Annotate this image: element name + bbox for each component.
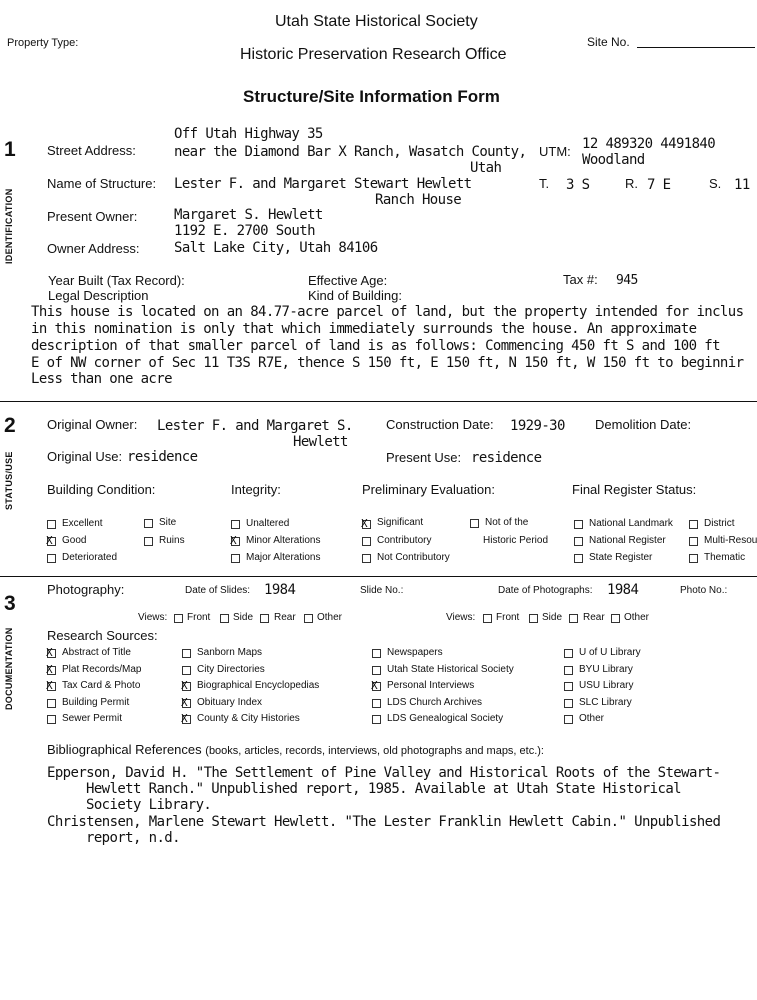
- checkbox-label: Newspapers: [387, 647, 443, 658]
- checkbox-label: U of U Library: [579, 647, 641, 658]
- year-built-label: Year Built (Tax Record):: [48, 273, 185, 288]
- checkbox-label: Ruins: [159, 535, 185, 546]
- checkbox-view-rear[interactable]: [260, 614, 269, 623]
- checkbox-building-permit[interactable]: [47, 699, 56, 708]
- checkbox-label: Unaltered: [246, 518, 290, 529]
- legal-line: Less than one acre: [31, 371, 172, 387]
- views-label: Views:: [138, 612, 168, 623]
- construction-date-value: 1929-30: [510, 418, 565, 434]
- checkbox-not-contributory[interactable]: [362, 554, 371, 563]
- utm-label: UTM:: [539, 144, 571, 159]
- checkbox-contributory[interactable]: [362, 537, 371, 546]
- office-title: Historic Preservation Research Office: [240, 46, 507, 63]
- checkbox-label: Significant: [377, 517, 424, 528]
- form-title: Structure/Site Information Form: [243, 87, 500, 106]
- checkbox-slc[interactable]: [564, 699, 573, 708]
- present-owner-label: Present Owner:: [47, 209, 138, 224]
- checkbox-other-library[interactable]: [564, 715, 573, 724]
- section-divider: [0, 401, 757, 402]
- checkbox-label: Utah State Historical Society: [387, 664, 514, 675]
- checkbox-label: Rear: [583, 612, 605, 623]
- building-condition-label: Building Condition:: [47, 482, 156, 497]
- legal-line: E of NW corner of Sec 11 T3S R7E, thence S 150 ft, E 150 ft, N 150 ft, W 150 ft to beginnir: [31, 355, 744, 371]
- owner-address-line1: 1192 E. 2700 South: [174, 223, 315, 239]
- checkbox-national-landmark[interactable]: [574, 520, 583, 529]
- checkbox-major-alterations[interactable]: [231, 554, 240, 563]
- integrity-label: Integrity:: [231, 482, 281, 497]
- legal-line: description of that smaller parcel of land is as follows: Commencing 450 ft S and 100 ft: [31, 338, 720, 354]
- checkbox-view-other[interactable]: [611, 614, 620, 623]
- check-mark: X: [181, 696, 188, 709]
- reference-line: Epperson, David H. "The Settlement of Pine Valley and Historical Roots of the Stewart-: [47, 765, 721, 781]
- checkbox-label: Thematic: [704, 552, 746, 563]
- checkbox-label: Sanborn Maps: [197, 647, 263, 658]
- checkbox-label: Contributory: [377, 535, 432, 546]
- check-mark: X: [361, 517, 368, 530]
- checkbox-label: Other: [317, 612, 343, 623]
- structure-name-line2: Ranch House: [375, 192, 462, 208]
- check-mark: X: [46, 534, 53, 547]
- checkbox-label: Other: [579, 713, 605, 724]
- section-1-label: IDENTIFICATION: [4, 188, 14, 264]
- slide-no-label: Slide No.:: [360, 585, 404, 596]
- checkbox-label: State Register: [589, 552, 653, 563]
- checkbox-view-front[interactable]: [483, 614, 492, 623]
- check-mark: X: [371, 679, 378, 692]
- checkbox-not-historic[interactable]: [470, 519, 479, 528]
- street-address-line2: near the Diamond Bar X Ranch, Wasatch County,: [174, 144, 527, 160]
- reference-line: report, n.d.: [86, 830, 180, 846]
- checkbox-label: Front: [187, 612, 211, 623]
- checkbox-label: Obituary Index: [197, 697, 263, 708]
- checkbox-label: Tax Card & Photo: [62, 680, 141, 691]
- research-sources-label: Research Sources:: [47, 628, 158, 643]
- checkbox-national-register[interactable]: [574, 537, 583, 546]
- photography-label: Photography:: [47, 582, 125, 597]
- legal-description-label: Legal Description: [48, 288, 149, 303]
- checkbox-label: Front: [496, 612, 520, 623]
- checkbox-deteriorated[interactable]: [47, 554, 56, 563]
- street-address-line1: Off Utah Highway 35: [174, 126, 323, 142]
- original-use-label: Original Use:: [47, 449, 123, 464]
- utm-value: 12 489320 4491840: [582, 136, 716, 152]
- range-value: 7 E: [647, 177, 671, 193]
- checkbox-label: Building Permit: [62, 697, 130, 708]
- checkbox-label: BYU Library: [579, 664, 633, 675]
- checkbox-label: USU Library: [579, 680, 634, 691]
- checkbox-label: National Landmark: [589, 518, 673, 529]
- section-3-number: 3: [4, 592, 16, 615]
- legal-line: This house is located on an 84.77-acre parcel of land, but the property intended for inclus: [31, 304, 744, 320]
- final-register-label: Final Register Status:: [572, 482, 697, 497]
- check-mark: X: [181, 712, 188, 725]
- street-address-line3: Utah: [470, 160, 502, 176]
- checkbox-ushs[interactable]: [372, 666, 381, 675]
- checkbox-label: District: [704, 518, 735, 529]
- check-mark: X: [46, 679, 53, 692]
- checkbox-label: Other: [624, 612, 650, 623]
- checkbox-lds-genealogical[interactable]: [372, 715, 381, 724]
- checkbox-district[interactable]: [689, 520, 698, 529]
- effective-age-label: Effective Age:: [308, 273, 388, 288]
- checkbox-view-other[interactable]: [304, 614, 313, 623]
- checkbox-label: National Register: [589, 535, 666, 546]
- reference-line: Hewlett Ranch." Unpublished report, 1985. Available at Utah State Historical: [86, 781, 681, 797]
- checkbox-byu[interactable]: [564, 666, 573, 675]
- check-mark: X: [46, 663, 53, 676]
- checkbox-excellent[interactable]: [47, 520, 56, 529]
- present-owner-value: Margaret S. Hewlett: [174, 207, 323, 223]
- checkbox-label: Minor Alterations: [246, 535, 321, 546]
- date-of-slides-value: 1984: [264, 582, 296, 598]
- checkbox-unaltered[interactable]: [231, 520, 240, 529]
- checkbox-label: Multi-Resou: [704, 535, 757, 546]
- checkbox-label: County & City Histories: [197, 713, 300, 724]
- property-type-label: Property Type:: [7, 37, 79, 49]
- section-2-number: 2: [4, 414, 16, 437]
- demolition-date-label: Demolition Date:: [595, 417, 692, 432]
- section-value: 11: [734, 177, 750, 193]
- photo-no-label: Photo No.:: [680, 585, 728, 596]
- checkbox-label: Rear: [274, 612, 296, 623]
- site-no-label: Site No.: [587, 35, 630, 49]
- checkbox-label: Deteriorated: [62, 552, 118, 563]
- checkbox-label: Good: [62, 535, 87, 546]
- checkbox-label: Historic Period: [483, 535, 549, 546]
- org-title: Utah State Historical Society: [275, 13, 478, 30]
- checkbox-label: Not of the: [485, 517, 529, 528]
- checkbox-site[interactable]: [144, 519, 153, 528]
- checkbox-label: SLC Library: [579, 697, 632, 708]
- kind-of-building-label: Kind of Building:: [308, 288, 402, 303]
- checkbox-state-register[interactable]: [574, 554, 583, 563]
- check-mark: X: [181, 679, 188, 692]
- checkbox-label: LDS Church Archives: [387, 697, 483, 708]
- checkbox-thematic[interactable]: [689, 554, 698, 563]
- checkbox-view-side[interactable]: [220, 614, 229, 623]
- preliminary-evaluation-label: Preliminary Evaluation:: [362, 482, 495, 497]
- section-1-number: 1: [4, 138, 16, 161]
- check-mark: X: [230, 534, 237, 547]
- section-label: S.: [709, 176, 722, 191]
- checkbox-u-of-u[interactable]: [564, 649, 573, 658]
- checkbox-label: Abstract of Title: [62, 647, 131, 658]
- bibliographical-label: Bibliographical References (books, articles, records, interviews, old photographs and maps, etc.):: [47, 742, 544, 757]
- checkbox-view-side[interactable]: [529, 614, 538, 623]
- owner-address-label: Owner Address:: [47, 241, 140, 256]
- original-owner-line1: Lester F. and Margaret S.: [157, 418, 353, 434]
- township-value: 3 S: [566, 177, 590, 193]
- checkbox-newspapers[interactable]: [372, 649, 381, 658]
- street-address-label: Street Address:: [47, 143, 136, 158]
- utm-sub: Woodland: [582, 152, 645, 168]
- checkbox-usu[interactable]: [564, 682, 573, 691]
- checkbox-city-directories[interactable]: [182, 666, 191, 675]
- checkbox-ruins[interactable]: [144, 537, 153, 546]
- checkbox-label: Side: [542, 612, 563, 623]
- checkbox-view-rear[interactable]: [569, 614, 578, 623]
- section-2-label: STATUS/USE: [4, 451, 14, 510]
- checkbox-sewer-permit[interactable]: [47, 715, 56, 724]
- original-use-value: residence: [127, 449, 198, 465]
- legal-line: in this nomination is only that which immediately surrounds the house. An approximate: [31, 321, 697, 337]
- township-label: T.: [539, 176, 550, 191]
- section-divider: [0, 576, 757, 577]
- section-3-label: DOCUMENTATION: [4, 627, 14, 710]
- date-of-slides-label: Date of Slides:: [185, 585, 251, 596]
- checkbox-sanborn-maps[interactable]: [182, 649, 191, 658]
- date-of-photographs-label: Date of Photographs:: [498, 585, 593, 596]
- checkbox-label: Side: [233, 612, 254, 623]
- original-owner-line2: Hewlett: [293, 434, 348, 450]
- checkbox-label: Plat Records/Map: [62, 664, 142, 675]
- site-no-line: [637, 47, 755, 48]
- check-mark: X: [46, 646, 53, 659]
- checkbox-label: LDS Genealogical Society: [387, 713, 504, 724]
- reference-line: Christensen, Marlene Stewart Hewlett. "The Lester Franklin Hewlett Cabin." Unpublished: [47, 814, 721, 830]
- reference-line: Society Library.: [86, 797, 212, 813]
- checkbox-label: Personal Interviews: [387, 680, 475, 691]
- checkbox-label: Biographical Encyclopedias: [197, 680, 320, 691]
- date-of-photographs-value: 1984: [607, 582, 639, 598]
- construction-date-label: Construction Date:: [386, 417, 494, 432]
- present-use-label: Present Use:: [386, 450, 462, 465]
- checkbox-label: Major Alterations: [246, 552, 321, 563]
- structure-name-label: Name of Structure:: [47, 176, 157, 191]
- checkbox-label: Not Contributory: [377, 552, 450, 563]
- range-label: R.: [625, 176, 638, 191]
- checkbox-view-front[interactable]: [174, 614, 183, 623]
- tax-number-label: Tax #:: [563, 272, 598, 287]
- original-owner-label: Original Owner:: [47, 417, 138, 432]
- checkbox-label: Site: [159, 517, 177, 528]
- views-label: Views:: [446, 612, 476, 623]
- present-use-value: residence: [471, 450, 542, 466]
- checkbox-label: City Directories: [197, 664, 265, 675]
- checkbox-label: Sewer Permit: [62, 713, 123, 724]
- checkbox-multi-resource[interactable]: [689, 537, 698, 546]
- structure-name-line1: Lester F. and Margaret Stewart Hewlett: [174, 176, 472, 192]
- checkbox-label: Excellent: [62, 518, 103, 529]
- tax-number-value: 945: [616, 273, 638, 288]
- owner-address-line2: Salt Lake City, Utah 84106: [174, 240, 378, 256]
- checkbox-lds-archives[interactable]: [372, 699, 381, 708]
